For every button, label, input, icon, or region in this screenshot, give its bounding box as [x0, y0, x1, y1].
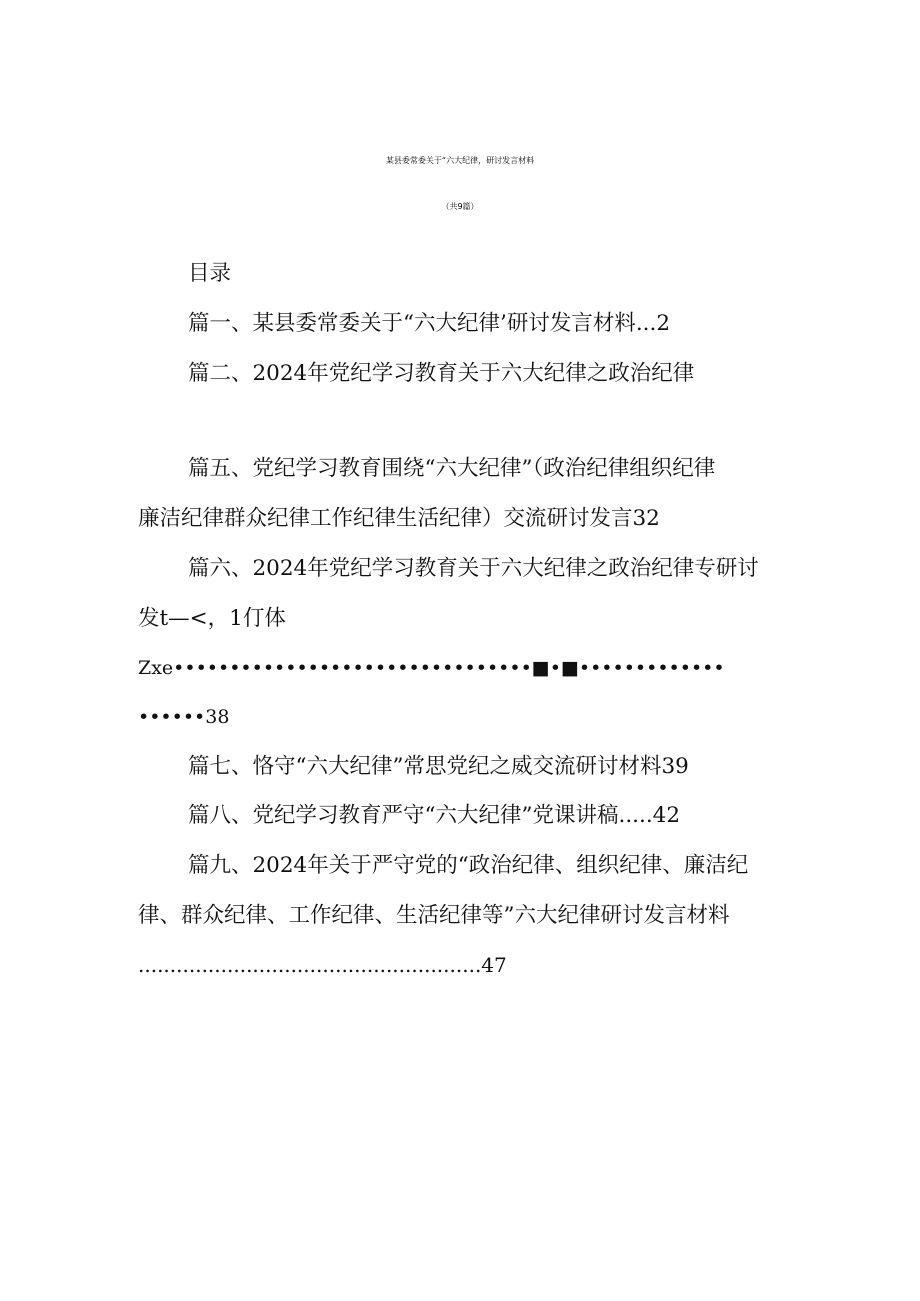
- title-line-2: （共9篇）: [441, 202, 479, 211]
- toc-entry-6-line-2: 发t—<，1仃体: [138, 606, 286, 631]
- toc-entry-2: 篇二、2024年党纪学习教育关于六大纪律之政治纪律: [188, 361, 695, 386]
- title-line-1: 某县委常委关于“六大纪律，研讨发言材料: [385, 156, 535, 165]
- toc-entry-7: 篇七、恪守“六大纪律”常思党纪之威交流研讨材料39: [188, 754, 689, 779]
- toc-entry-9-line-2: 律、群众纪律、工作纪律、生活纪律等”六大纪律研讨发言材料: [138, 903, 730, 928]
- toc-entry-8: 篇八、党纪学习教育严守“六大纪律”党课讲稿.....42: [188, 803, 681, 828]
- toc-entry-1: 篇一、某县委常委关于“六大纪律’研讨发言材料...2: [188, 311, 671, 336]
- toc-entry-9-line-1: 篇九、2024年关于严守党的“政治纪律、组织纪律、廉洁纪: [188, 853, 749, 878]
- toc-entry-5-line-2: 廉洁纪律群众纪律工作纪律生活纪律）交流研讨发言32: [138, 506, 660, 531]
- toc-entry-5-line-1: 篇五、党纪学习教育围绕“六大纪律”（政治纪律组织纪律: [188, 456, 716, 481]
- toc-entry-6-line-4: ••••••38: [138, 706, 230, 728]
- toc-entry-9-line-3: ......................................................47: [138, 953, 507, 977]
- toc-heading: 目录: [188, 261, 232, 286]
- toc-entry-6-line-1: 篇六、2024年党纪学习教育关于六大纪律之政治纪律专研讨: [188, 556, 759, 581]
- toc-entry-6-line-3: Zxe••••••••••••••••••••••••••••••••■•■•••••••••••••: [138, 657, 725, 679]
